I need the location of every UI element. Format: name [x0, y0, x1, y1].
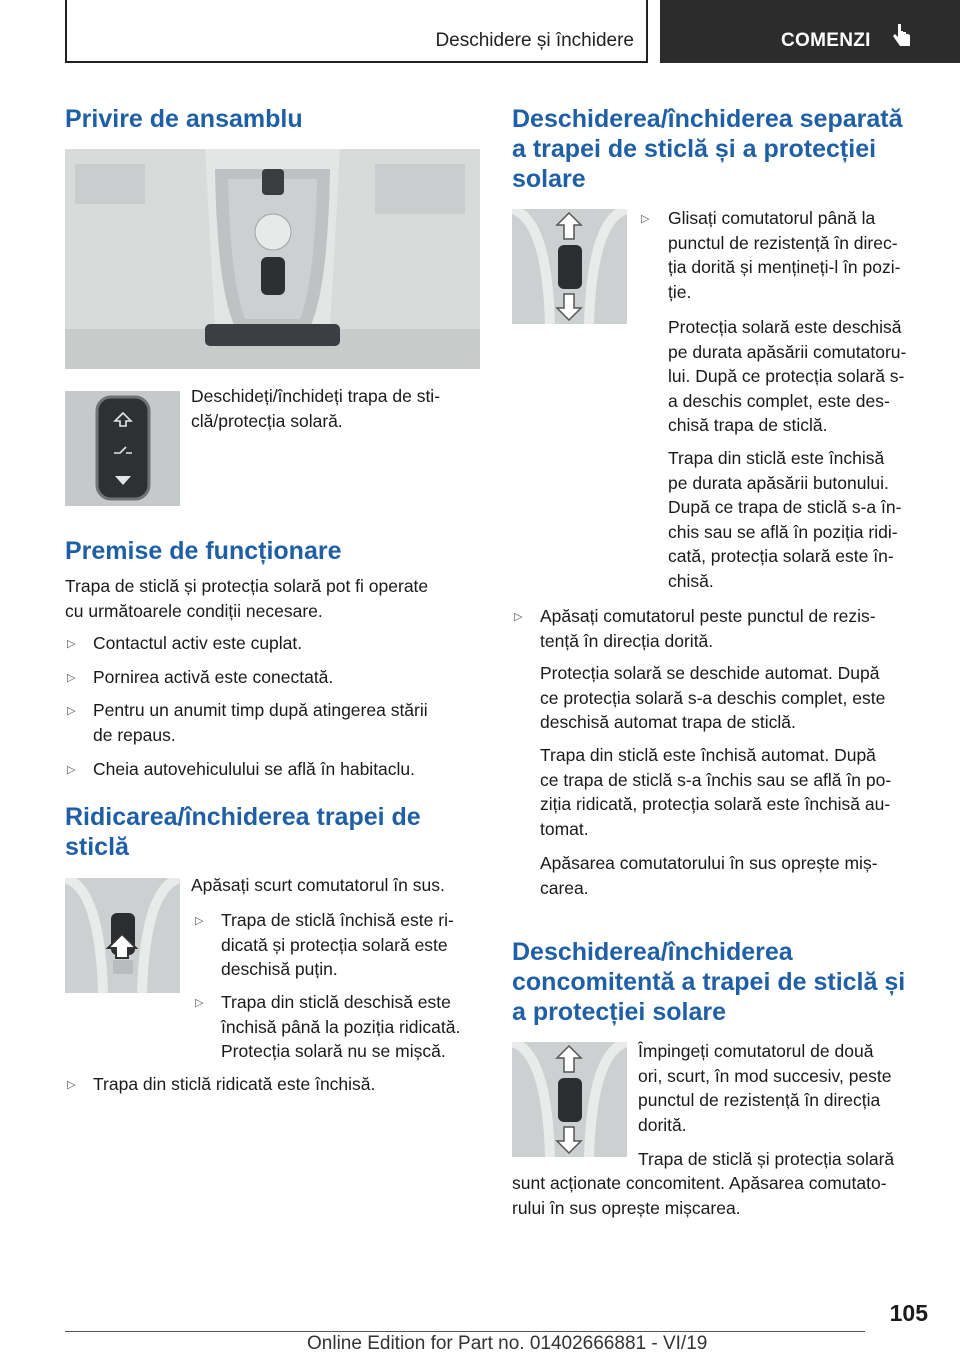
raise-intro: Apăsați scurt comutatorul în sus. — [191, 875, 445, 895]
text-line: a deschis complet, este des- — [668, 390, 890, 411]
footer-edition: Online Edition for Part no. 01402666881 - VI/19 — [307, 1333, 708, 1354]
text-line: chisă trapa de sticlă. — [668, 415, 828, 435]
bullet-triangle-icon: ▷ — [67, 1079, 76, 1091]
heading-concurrent — [512, 937, 905, 1027]
switch-double-push-image — [512, 1042, 627, 1157]
list-item — [93, 698, 428, 747]
text-line: sunt acționate concomitent. Apăsarea comutato- — [512, 1173, 887, 1193]
text-line: Împingeți comutatorul de două — [638, 1041, 874, 1061]
caption-switch — [191, 384, 481, 433]
text-line: ce trapa de sticlă s-a închis sau se află în po- — [540, 769, 892, 790]
bullet-triangle-icon: ▷ — [514, 611, 523, 623]
text-line: dorită. — [638, 1114, 687, 1135]
list-item — [93, 665, 333, 690]
list-item: Trapa din sticlă ridicată este închisă. — [93, 1074, 376, 1094]
hand-pointer-icon — [892, 22, 914, 50]
heading-premise: Premise de funcționare — [65, 537, 342, 565]
text-line: închisă până la poziția ridicată. — [221, 1016, 461, 1037]
text-line: concomitentă a trapei de sticlă și — [512, 968, 906, 996]
bullet-triangle-icon: ▷ — [67, 705, 76, 717]
text-line: carea. — [540, 877, 589, 898]
heading-overview: Privire de ansamblu — [65, 105, 303, 133]
paragraph — [668, 446, 901, 593]
paragraph — [638, 1039, 892, 1137]
text-line: rului în sus oprește mișcarea. — [512, 1197, 741, 1218]
premise-intro — [65, 574, 480, 623]
text-line: deschisă automat trapa de sticlă. — [540, 712, 796, 732]
text-line: ția dorită și mențineți-l în pozi- — [668, 257, 901, 277]
text-line: Protecția solară nu se mișcă. — [221, 1041, 446, 1061]
text-line: cu următoarele condiții necesare. — [65, 600, 323, 621]
switch-slide-image — [512, 209, 627, 324]
text-line: Apăsarea comutatorului în sus oprește miș- — [540, 853, 878, 873]
text-line: punctul de rezistență în direcția — [638, 1090, 881, 1110]
text-line: Cheia autovehiculului se află în habitaclu. — [93, 759, 416, 779]
text-line: Pornirea activă este conectată. — [93, 667, 334, 687]
footer-divider — [65, 1331, 865, 1332]
list-item — [93, 631, 302, 656]
text-line: punctul de rezistență în direc- — [668, 232, 898, 253]
text-line: Trapa de sticlă închisă este ri- — [221, 910, 454, 930]
overhead-console-image — [65, 149, 480, 369]
header-tab-label: COMENZI — [781, 30, 871, 51]
list-item — [221, 908, 454, 982]
text-line: Contactul activ este cuplat. — [93, 633, 303, 653]
text-line: Deschiderea/închiderea — [512, 938, 793, 966]
bullet-triangle-icon: ▷ — [67, 638, 76, 650]
text-line: ori, scurt, în mod succesiv, peste — [638, 1065, 892, 1086]
text-line: După ce trapa de sticlă s-a în- — [668, 497, 902, 517]
text-line: a trapei de sticlă și a protecției — [512, 135, 877, 163]
heading-raise — [65, 802, 421, 862]
text-line: pe durata apăsării comutatoru- — [668, 341, 907, 362]
switch-closeup-image — [65, 391, 180, 506]
header-section-title: Deschidere și închidere — [435, 30, 634, 51]
text-line: Trapa din sticlă deschisă este — [221, 992, 451, 1012]
text-line: clă/protecția solară. — [191, 410, 343, 431]
paragraph — [540, 743, 891, 841]
paragraph — [668, 315, 906, 438]
text-line: solare — [512, 165, 586, 193]
text-line: Protecția solară se deschide automat. După — [540, 663, 880, 683]
text-line: tomat. — [540, 818, 589, 839]
header-section-box — [65, 0, 648, 63]
text-line: Ridicarea/închiderea trapei de — [65, 803, 421, 831]
text-line: pe durata apăsării butonului. — [668, 472, 889, 493]
text-line: de repaus. — [93, 724, 176, 745]
heading-separate — [512, 104, 902, 194]
bullet-triangle-icon: ▷ — [67, 672, 76, 684]
text-line: cată, protecția solară este în- — [668, 546, 894, 566]
list-item — [93, 757, 415, 782]
list-item — [540, 604, 876, 653]
text-line: dicată și protecția solară este — [221, 934, 448, 955]
text-line: Trapa din sticlă este închisă — [668, 448, 885, 468]
text-line: Trapa de sticlă și protecția solară — [638, 1149, 895, 1169]
text-line: Protecția solară este deschisă — [668, 317, 902, 337]
text-line: Deschiderea/închiderea separată — [512, 105, 903, 133]
text-line: Glisați comutatorul până la — [668, 208, 876, 228]
text-line: ție. — [668, 281, 692, 302]
header-tab[interactable] — [660, 0, 960, 63]
paragraph — [540, 661, 885, 735]
text-line: Apăsați comutatorul peste punctul de rezis- — [540, 606, 876, 626]
text-line: Trapa din sticlă este închisă automat. După — [540, 745, 876, 765]
text-line: ziția ridicată, protecția solară este închisă au- — [540, 794, 891, 814]
text-line: lui. După ce protecția solară s- — [668, 366, 905, 386]
list-item — [221, 990, 460, 1064]
text-line: chis sau se află în poziția ridi- — [668, 521, 898, 542]
text-line: chisă. — [668, 570, 714, 591]
text-line: deschisă puțin. — [221, 959, 338, 979]
bullet-triangle-icon: ▷ — [67, 764, 76, 776]
bullet-triangle-icon: ▷ — [195, 997, 204, 1009]
text-line: Deschideți/închideți trapa de sti- — [191, 386, 441, 406]
list-item — [668, 206, 900, 304]
text-line: sticlă — [65, 833, 129, 861]
text-line: a protecției solare — [512, 998, 726, 1026]
page-number: 105 — [889, 1300, 928, 1326]
bullet-triangle-icon: ▷ — [195, 915, 204, 927]
text-line: ce protecția solară s-a deschis complet, este — [540, 687, 886, 708]
text-line: tență în direcția dorită. — [540, 630, 714, 651]
bullet-triangle-icon: ▷ — [641, 213, 650, 225]
paragraph — [540, 851, 878, 900]
switch-up-image — [65, 878, 180, 993]
text-line: Trapa de sticlă și protecția solară pot fi operate — [65, 576, 429, 596]
paragraph — [512, 1171, 887, 1220]
text-line: Pentru un anumit timp după atingerea stării — [93, 700, 428, 720]
